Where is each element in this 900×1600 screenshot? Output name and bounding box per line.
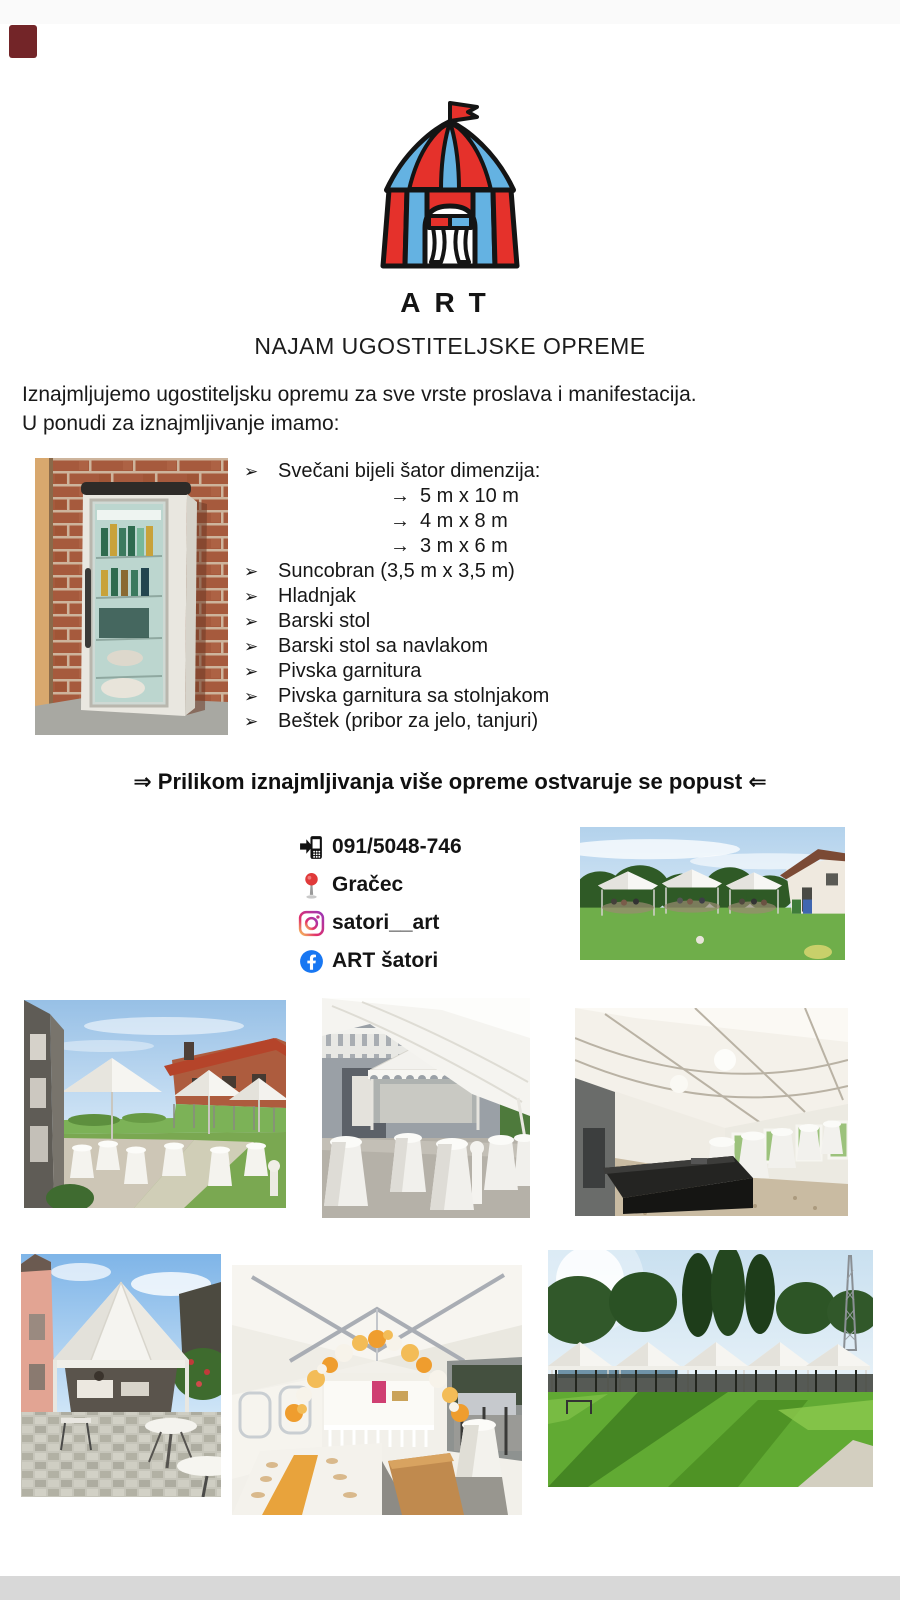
- equipment-item-label: Barski stol: [278, 610, 371, 632]
- bullet-arrow-icon: ➢: [244, 637, 259, 656]
- brand-name: ART: [400, 287, 500, 318]
- intro-paragraph: [22, 380, 852, 438]
- photo-lawn-tents: [580, 827, 845, 960]
- bullet-arrow-icon: ➢: [244, 662, 259, 681]
- bullet-arrow-icon: ➢: [244, 687, 259, 706]
- contact-phone-row[interactable]: [298, 828, 598, 866]
- contact-block: [298, 828, 598, 980]
- equipment-item-label: Suncobran (3,5 m x 3,5 m): [278, 560, 515, 582]
- equipment-subitem: [244, 484, 674, 509]
- arrow-right-icon: →: [390, 485, 410, 507]
- equipment-item-label: Svečani bijeli šator dimenzija:: [278, 460, 541, 482]
- equipment-item-label: Hladnjak: [278, 585, 356, 607]
- equipment-item-label: Beštek (pribor za jelo, tanjuri): [278, 710, 539, 732]
- circus-tent-logo-icon: [369, 98, 531, 283]
- intro-line-2: U ponudi za iznajmljivanje imamo:: [22, 412, 340, 435]
- arrow-right-icon: →: [390, 510, 410, 532]
- contact-facebook-row[interactable]: [298, 942, 598, 980]
- instagram-handle: satori__art: [332, 911, 440, 934]
- contact-instagram-row[interactable]: [298, 904, 598, 942]
- photo-court-tents: [548, 1250, 873, 1487]
- contact-location-row: [298, 866, 598, 904]
- photo-marquee-cocktail: [322, 998, 530, 1218]
- photo-fridge: [35, 458, 228, 735]
- equipment-item: [244, 684, 674, 709]
- corner-mark: [9, 25, 37, 58]
- equipment-item: [244, 459, 674, 484]
- equipment-item-label: Barski stol sa navlakom: [278, 635, 489, 657]
- equipment-subitem-label: 5 m x 10 m: [420, 485, 519, 507]
- equipment-list: [244, 459, 674, 734]
- discount-note: ⇒ Prilikom iznajmljivanja više opreme ostvaruje se popust ⇐: [133, 769, 767, 794]
- photo-tent-interior: [575, 1008, 848, 1216]
- page-title: NAJAM UGOSTITELJSKE OPREME: [254, 333, 646, 359]
- photo-backyard-tent: [21, 1254, 221, 1497]
- phone-icon: [298, 834, 332, 861]
- equipment-subitem: [244, 534, 674, 559]
- equipment-subitem-label: 4 m x 8 m: [420, 510, 508, 532]
- facebook-page: ART šatori: [332, 949, 439, 972]
- equipment-subitem-label: 3 m x 6 m: [420, 535, 508, 557]
- photo-balloon-tent: [232, 1265, 522, 1515]
- location-name: Gračec: [332, 873, 404, 896]
- equipment-item-label: Pivska garnitura sa stolnjakom: [278, 685, 550, 707]
- equipment-item: [244, 559, 674, 584]
- bottom-band: [0, 1576, 900, 1600]
- equipment-item-label: Pivska garnitura: [278, 660, 422, 682]
- photo-patio-umbrellas: [24, 1000, 286, 1208]
- equipment-item: [244, 609, 674, 634]
- arrow-right-icon: →: [390, 535, 410, 557]
- equipment-subitem: [244, 509, 674, 534]
- bullet-arrow-icon: ➢: [244, 612, 259, 631]
- bullet-arrow-icon: ➢: [244, 712, 259, 731]
- location-pin-icon: [298, 872, 332, 899]
- phone-number: 091/5048-746: [332, 835, 462, 858]
- equipment-item: [244, 709, 674, 734]
- bullet-arrow-icon: ➢: [244, 462, 259, 481]
- intro-line-1: Iznajmljujemo ugostiteljsku opremu za sve vrste proslava i manifestacija.: [22, 383, 697, 406]
- bullet-arrow-icon: ➢: [244, 587, 259, 606]
- equipment-item: [244, 659, 674, 684]
- equipment-item: [244, 584, 674, 609]
- top-band: [0, 0, 900, 24]
- facebook-icon: [298, 948, 332, 975]
- equipment-item: [244, 634, 674, 659]
- instagram-icon: [298, 910, 332, 937]
- bullet-arrow-icon: ➢: [244, 562, 259, 581]
